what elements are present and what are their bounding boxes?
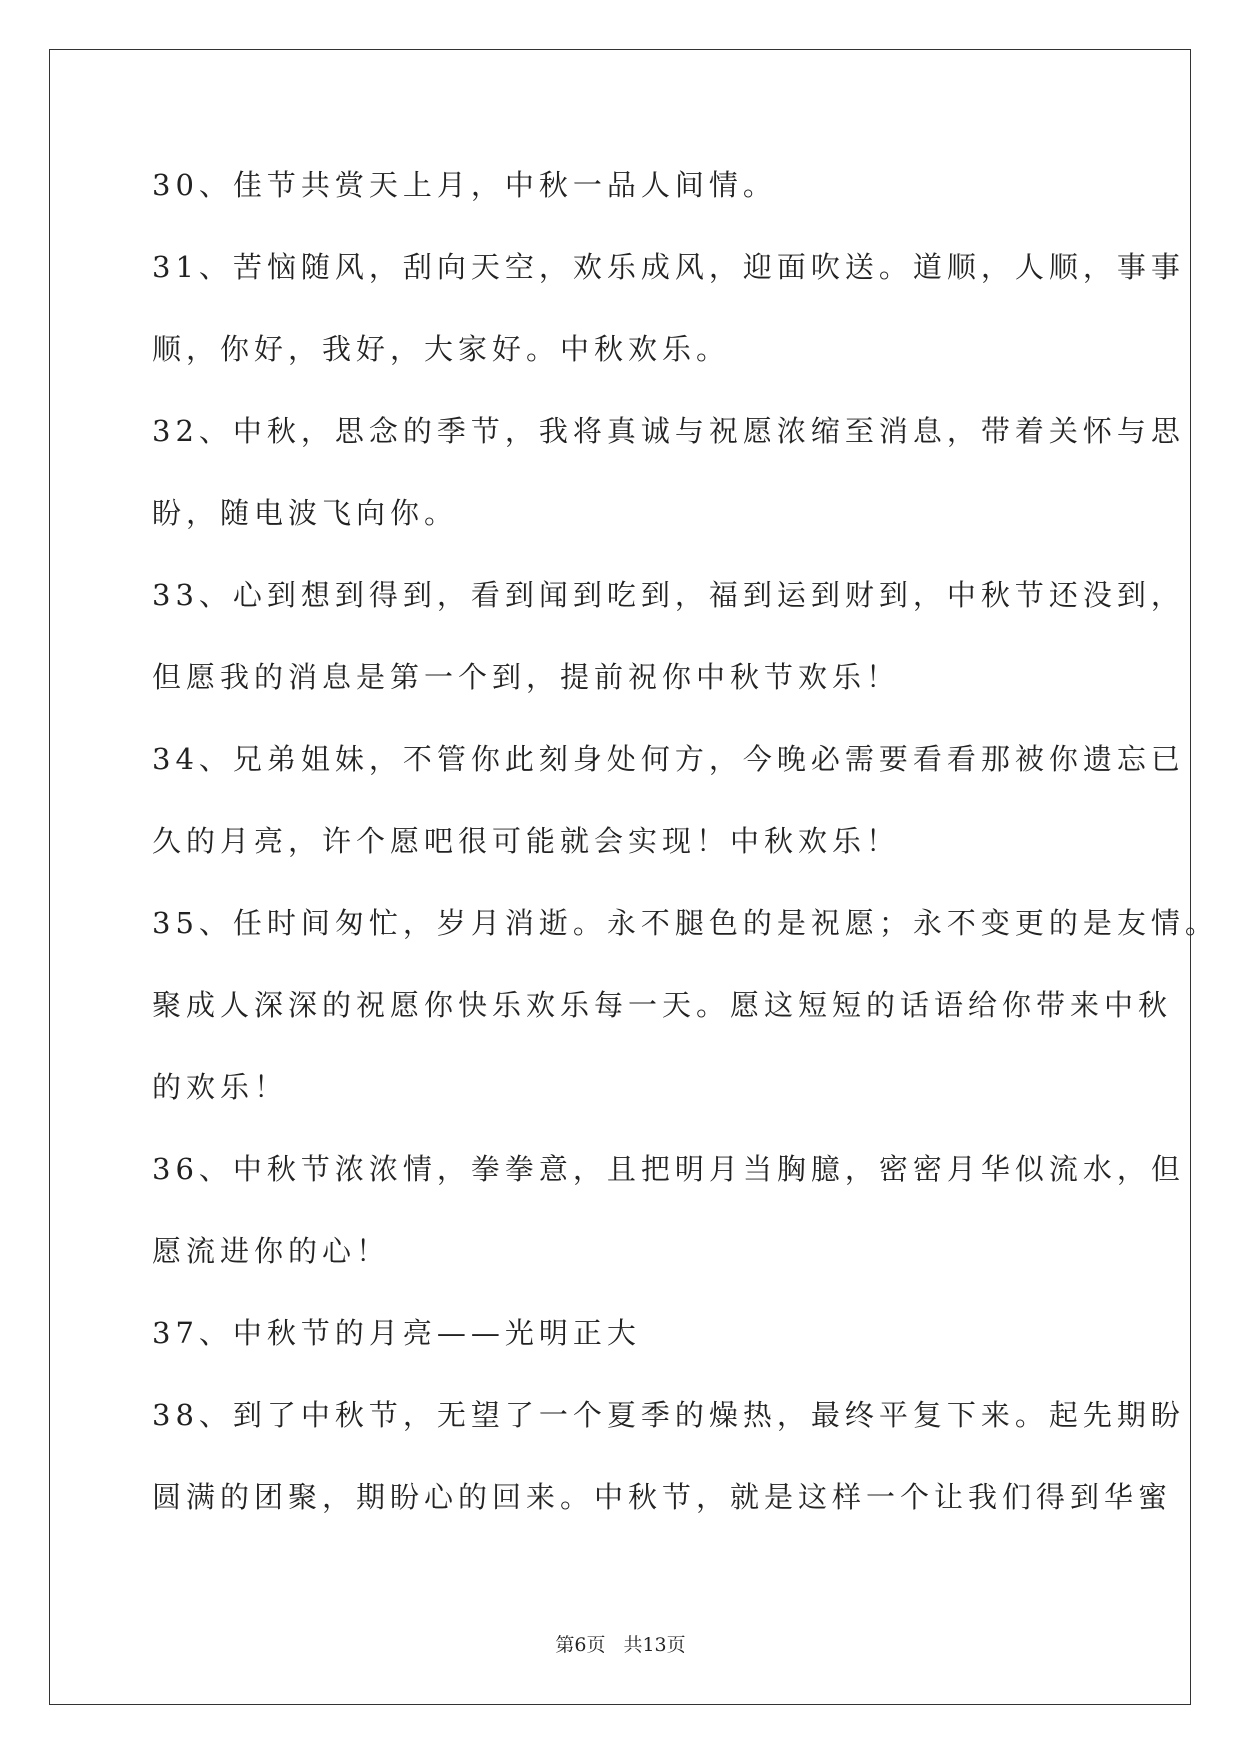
text-line: 的欢乐！ (152, 1070, 289, 1104)
page-number: 第6页 (555, 1634, 606, 1656)
text-line: 34、兄弟姐妹，不管你此刻身处何方，今晚必需要看看那被你遗忘已 (152, 742, 1185, 776)
text-line: 愿流进你的心！ (152, 1234, 391, 1268)
text-line: 聚成人深深的祝愿你快乐欢乐每一天。愿这短短的话语给你带来中秋 (152, 988, 1173, 1022)
text-line: 35、任时间匆忙，岁月消逝。永不腿色的是祝愿；永不变更的是友情。 (152, 906, 1219, 940)
document-body (152, 158, 1219, 1552)
text-line: 33、心到想到得到，看到闻到吃到，福到运到财到，中秋节还没到， (152, 578, 1185, 612)
text-line: 圆满的团聚，期盼心的回来。中秋节，就是这样一个让我们得到华蜜 (152, 1480, 1173, 1514)
text-line: 久的月亮，许个愿吧很可能就会实现！中秋欢乐！ (152, 824, 901, 858)
text-line: 37、中秋节的月亮——光明正大 (152, 1316, 641, 1350)
text-line: 30、佳节共赏天上月，中秋一品人间情。 (152, 168, 777, 202)
text-line: 盼，随电波飞向你。 (152, 496, 459, 530)
text-line: 38、到了中秋节，无望了一个夏季的燥热，最终平复下来。起先期盼 (152, 1398, 1185, 1432)
text-line: 32、中秋，思念的季节，我将真诚与祝愿浓缩至消息，带着关怀与思 (152, 414, 1185, 448)
text-line: 31、苦恼随风，刮向天空，欢乐成风，迎面吹送。道顺，人顺，事事 (152, 250, 1185, 284)
page-footer (0, 1633, 1241, 1657)
page-total: 共13页 (623, 1634, 686, 1656)
text-line: 顺，你好，我好，大家好。中秋欢乐。 (152, 332, 731, 366)
text-line: 但愿我的消息是第一个到，提前祝你中秋节欢乐！ (152, 660, 901, 694)
text-line: 36、中秋节浓浓情，拳拳意，且把明月当胸臆，密密月华似流水，但 (152, 1152, 1185, 1186)
